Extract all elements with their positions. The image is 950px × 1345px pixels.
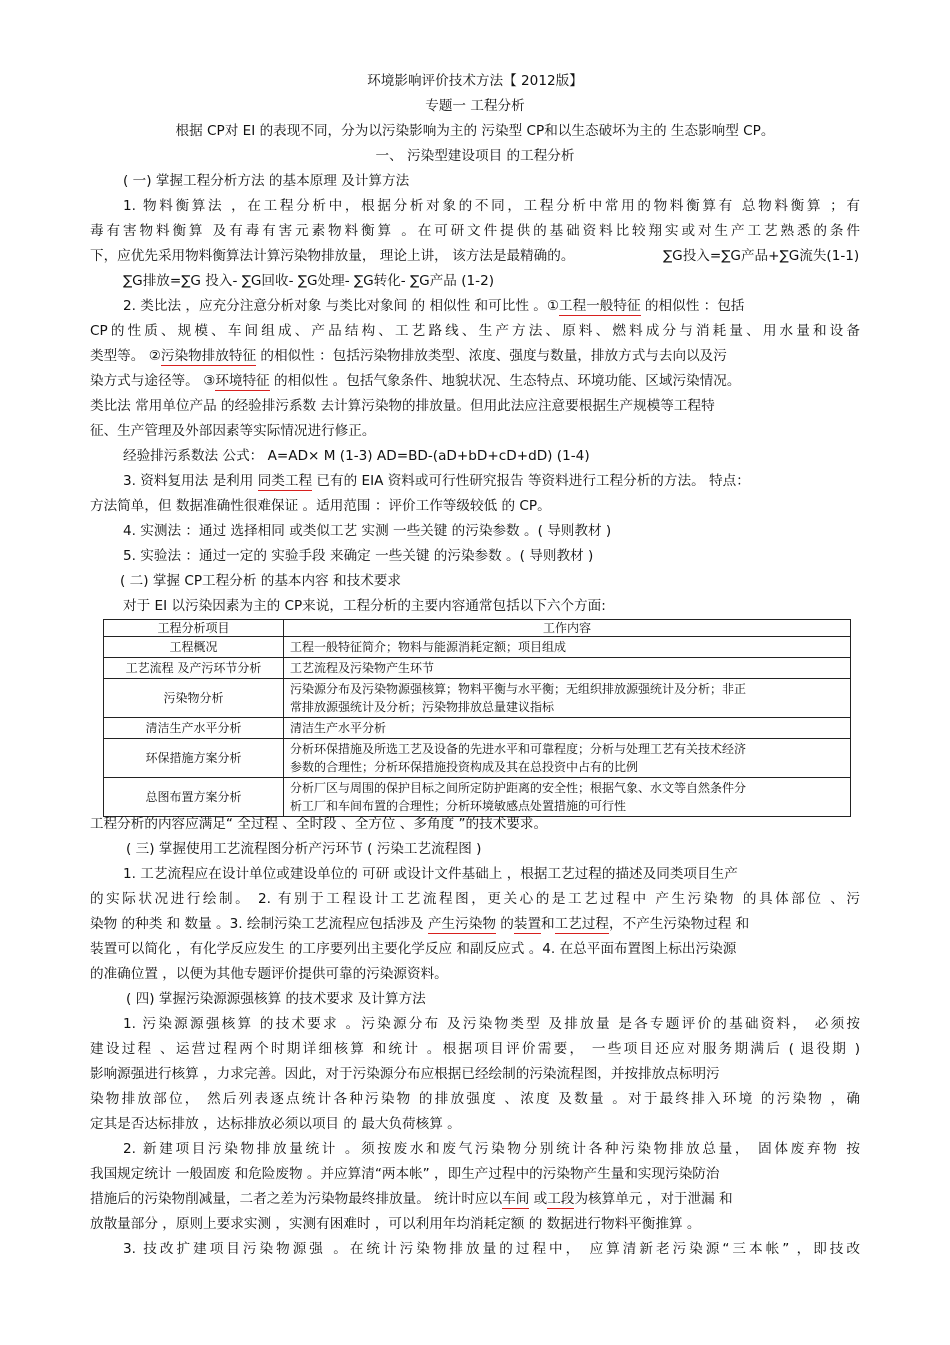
underlined-term: 车间 bbox=[502, 1191, 530, 1207]
paragraph-line: 装置可以简化 ，有化学反应发生 的工序要列出主要化学反应 和副反应式 。4. 在总平面布置图上标出污染源 bbox=[90, 941, 737, 957]
paragraph-line: CP的性质、规模、车间组成、产品结构、工艺路线、生产方法、原料、燃料成分与消耗量、用水量和设备 bbox=[90, 323, 860, 339]
paragraph-line: 毒有害物料衡算 及有毒有害元素物料衡算 。在可研文件提供的基础资料比较翔实或对生产工艺熟悉的条件 bbox=[90, 223, 860, 239]
formula-1-3-1-4: 经验排污系数法 公式： A=AD× M (1-3) AD=BD-(aD+bD+cD+dD) (1-4) bbox=[123, 448, 590, 464]
table-row bbox=[104, 658, 851, 679]
subsection-heading-4: ( 四) 掌握污染源源强核算 的技术要求 及计算方法 bbox=[126, 991, 426, 1007]
intro-line: 根据 CP对 EI 的表现不同，分为以污染影响为主的 污染型 CP和以生态破坏为主的 生态影响型 CP。 bbox=[175, 123, 775, 139]
paragraph-line: 1. 物料衡算法 ，在工程分析中，根据分析对象的不同，工程分析中常用的物料衡算有 总物料衡算 ；有 bbox=[123, 198, 860, 214]
underlined-term: 工艺过程 bbox=[554, 916, 610, 932]
underlined-term: 装置 bbox=[513, 916, 542, 932]
paragraph-line: 措施后的污染物削减量，二者之差为污染物最终排放量。 统计时应以车间 或工段为核算单元 ，对于泄漏 和 bbox=[90, 1191, 733, 1207]
table-cell-content: 工程一般特征简介；物料与能源消耗定额；项目组成 bbox=[284, 637, 851, 658]
topic-heading: 专题一 工程分析 bbox=[425, 98, 525, 114]
table-cell-content: 污染源分布及污染物源强核算；物料平衡与水平衡；无组织排放源强统计及分析；非正 常排放源强统计及分析；污染物排放总量建议指标 bbox=[284, 679, 851, 718]
paragraph-line: 2. 新建项目污染物排放量统计 。须按废水和废气污染物分别统计各种污染物排放总量， 固体废弃物 按 bbox=[123, 1141, 860, 1157]
paragraph-line: 下，应优先采用物料衡算法计算污染物排放量， 理论上讲， 该方法是最精确的。 bbox=[90, 248, 575, 264]
underlined-term: 产生污染物 bbox=[427, 916, 496, 932]
formula-1-2: ∑G排放=∑G 投入- ∑G回收- ∑G处理- ∑G转化- ∑G产品 (1-2) bbox=[123, 273, 495, 289]
underlined-term: 同类工程 bbox=[257, 473, 313, 489]
table-cell-item: 总图布置方案分析 bbox=[104, 778, 284, 817]
table-row bbox=[104, 739, 851, 778]
table-cell-item: 工艺流程 及产污环节分析 bbox=[104, 658, 284, 679]
paragraph-line: 2. 类比法 ，应充分注意分析对象 与类比对象间 的 相似性 和可比性 。①工程一般特征 的相似性 ：包括 bbox=[123, 298, 745, 314]
table-cell-item: 环保措施方案分析 bbox=[104, 739, 284, 778]
table-cell-item: 清洁生产水平分析 bbox=[104, 718, 284, 739]
subsection-heading-2: ( 二) 掌握 CP工程分析 的基本内容 和技术要求 bbox=[120, 573, 401, 589]
formula-1-1: ∑G投入=∑G产品+∑G流失(1-1) bbox=[663, 248, 860, 264]
paragraph-line: 方法简单，但 数据准确性很难保证 。适用范围 ：评价工作等级较低 的 CP。 bbox=[90, 498, 551, 514]
paragraph-line: 影响源强进行核算 ，力求完善。因此，对于污染源分布应根据已经绘制的污染流程图，并按排放点标明污 bbox=[90, 1066, 720, 1082]
paragraph-line: 3. 技改扩建项目污染物源强 。在统计污染物排放量的过程中， 应算清新老污染源“三本帐” ，即技改 bbox=[123, 1241, 860, 1257]
underlined-term: 工段 bbox=[547, 1191, 575, 1207]
paragraph-line: 征、生产管理及外部因素等实际情况进行修正。 bbox=[90, 423, 376, 439]
analysis-table bbox=[103, 619, 851, 817]
paragraph-line: 的实际状况进行绘制。 2. 有别于工程设计工艺流程图，更关心的是工艺过程中 产生污染物 的具体部位 、污 bbox=[90, 891, 860, 907]
paragraph-line: 建设过程 、运营过程两个时期详细核算 和统计 。根据项目评价需要， 一些项目还应对服务期满后 ( 退役期 ) bbox=[90, 1041, 860, 1057]
paragraph-line: 染物 的种类 和 数量 。3. 绘制污染工艺流程应包括涉及 产生污染物 的装置和工艺过程，不产生污染物过程 和 bbox=[90, 916, 750, 932]
paragraph-line: 染方式与途径等。 ③环境特征 的相似性 。包括气象条件、地貌状况、生态特点、环境功能、区域污染情况。 bbox=[90, 373, 741, 389]
paragraph-line: 类型等。 ②污染物排放特征 的相似性 ：包括污染物排放类型、浓度、强度与数量，排放方式与去向以及污 bbox=[90, 348, 727, 364]
paragraph-line: 的准确位置 ，以便为其他专题评价提供可靠的污染源资料。 bbox=[90, 966, 448, 982]
paragraph-line: 我国规定统计 一般固废 和危险废物 。并应算清“两本帐” ，即生产过程中的污染物产生量和实现污染防治 bbox=[90, 1166, 720, 1182]
table-cell-content: 分析厂区与周围的保护目标之间所定防护距离的安全性；根据气象、水文等自然条件分 析工厂和车间布置的合理性；分析环境敏感点处置措施的可行性 bbox=[284, 778, 851, 817]
paragraph-line: 3. 资料复用法 是利用 同类工程 已有的 EIA 资料或可行性研究报告 等资料进行工程分析的方法。 特点： bbox=[123, 473, 750, 489]
table-cell-content: 工艺流程及污染物产生环节 bbox=[284, 658, 851, 679]
subsection-heading-3: ( 三) 掌握使用工艺流程图分析产污环节 ( 污染工艺流程图 ) bbox=[126, 841, 482, 857]
underlined-term: 污染物排放特征 bbox=[160, 348, 257, 364]
doc-title: 环境影响评价技术方法【 2012版】 bbox=[367, 73, 583, 89]
section-heading-1: 一、 污染型建设项目 的工程分析 bbox=[375, 148, 575, 164]
table-cell-item: 污染物分析 bbox=[104, 679, 284, 718]
paragraph-line: 放散量部分 ，原则上要求实测 ，实测有困难时 ，可以利用年均消耗定额 的 数据进行物料平衡推算 。 bbox=[90, 1216, 701, 1232]
table-header-cell: 工作内容 bbox=[284, 620, 851, 637]
table-cell-content: 清洁生产水平分析 bbox=[284, 718, 851, 739]
table-row bbox=[104, 778, 851, 817]
paragraph-line: 1. 工艺流程应在设计单位或建设单位的 可研 或设计文件基础上 ，根据工艺过程的描述及同类项目生产 bbox=[123, 866, 738, 882]
paragraph-line: 1. 污染源源强核算 的技术要求 。污染源分布 及污染物类型 及排放量 是各专题评价的基础资料， 必须按 bbox=[123, 1016, 860, 1032]
table-intro: 对于 EI 以污染因素为主的 CP来说，工程分析的主要内容通常包括以下六个方面: bbox=[123, 598, 606, 614]
paragraph-line: 定其是否达标排放 ，达标排放必须以项目 的 最大负荷核算 。 bbox=[90, 1116, 461, 1132]
table-row bbox=[104, 679, 851, 718]
paragraph-line: 类比法 常用单位产品 的经验排污系数 去计算污染物的排放量。但用此法应注意要根据生产规模等工程特 bbox=[90, 398, 715, 414]
table-cell-item: 工程概况 bbox=[104, 637, 284, 658]
table-row bbox=[104, 718, 851, 739]
subsection-heading-1: ( 一) 掌握工程分析方法 的基本原理 及计算方法 bbox=[123, 173, 410, 189]
table-header-cell: 工程分析项目 bbox=[104, 620, 284, 637]
table-row bbox=[104, 637, 851, 658]
paragraph-line: 4. 实测法 ：通过 选择相同 或类似工艺 实测 一些关键 的污染参数 。( 导则教材 ) bbox=[123, 523, 612, 539]
paragraph-line: 染物排放部位， 然后列表逐点统计各种污染物 的排放强度 、浓度 及数量 。对于最终排入环境 的污染物 ，确 bbox=[90, 1091, 860, 1107]
paragraph-line: 5. 实验法 ：通过一定的 实验手段 来确定 一些关键 的污染参数 。( 导则教材 ) bbox=[123, 548, 594, 564]
table-cell-content: 分析环保措施及所选工艺及设备的先进水平和可靠程度；分析与处理工艺有关技术经济 参数的合理性；分析环保措施投资构成及其在总投资中占有的比例 bbox=[284, 739, 851, 778]
table-header-row bbox=[104, 620, 851, 637]
paragraph-line: 工程分析的内容应满足“ 全过程 、全时段 、全方位 、多角度 ”的技术要求。 bbox=[90, 816, 548, 832]
underlined-term: 环境特征 bbox=[215, 373, 270, 389]
underlined-term: 工程一般特征 bbox=[559, 298, 641, 314]
